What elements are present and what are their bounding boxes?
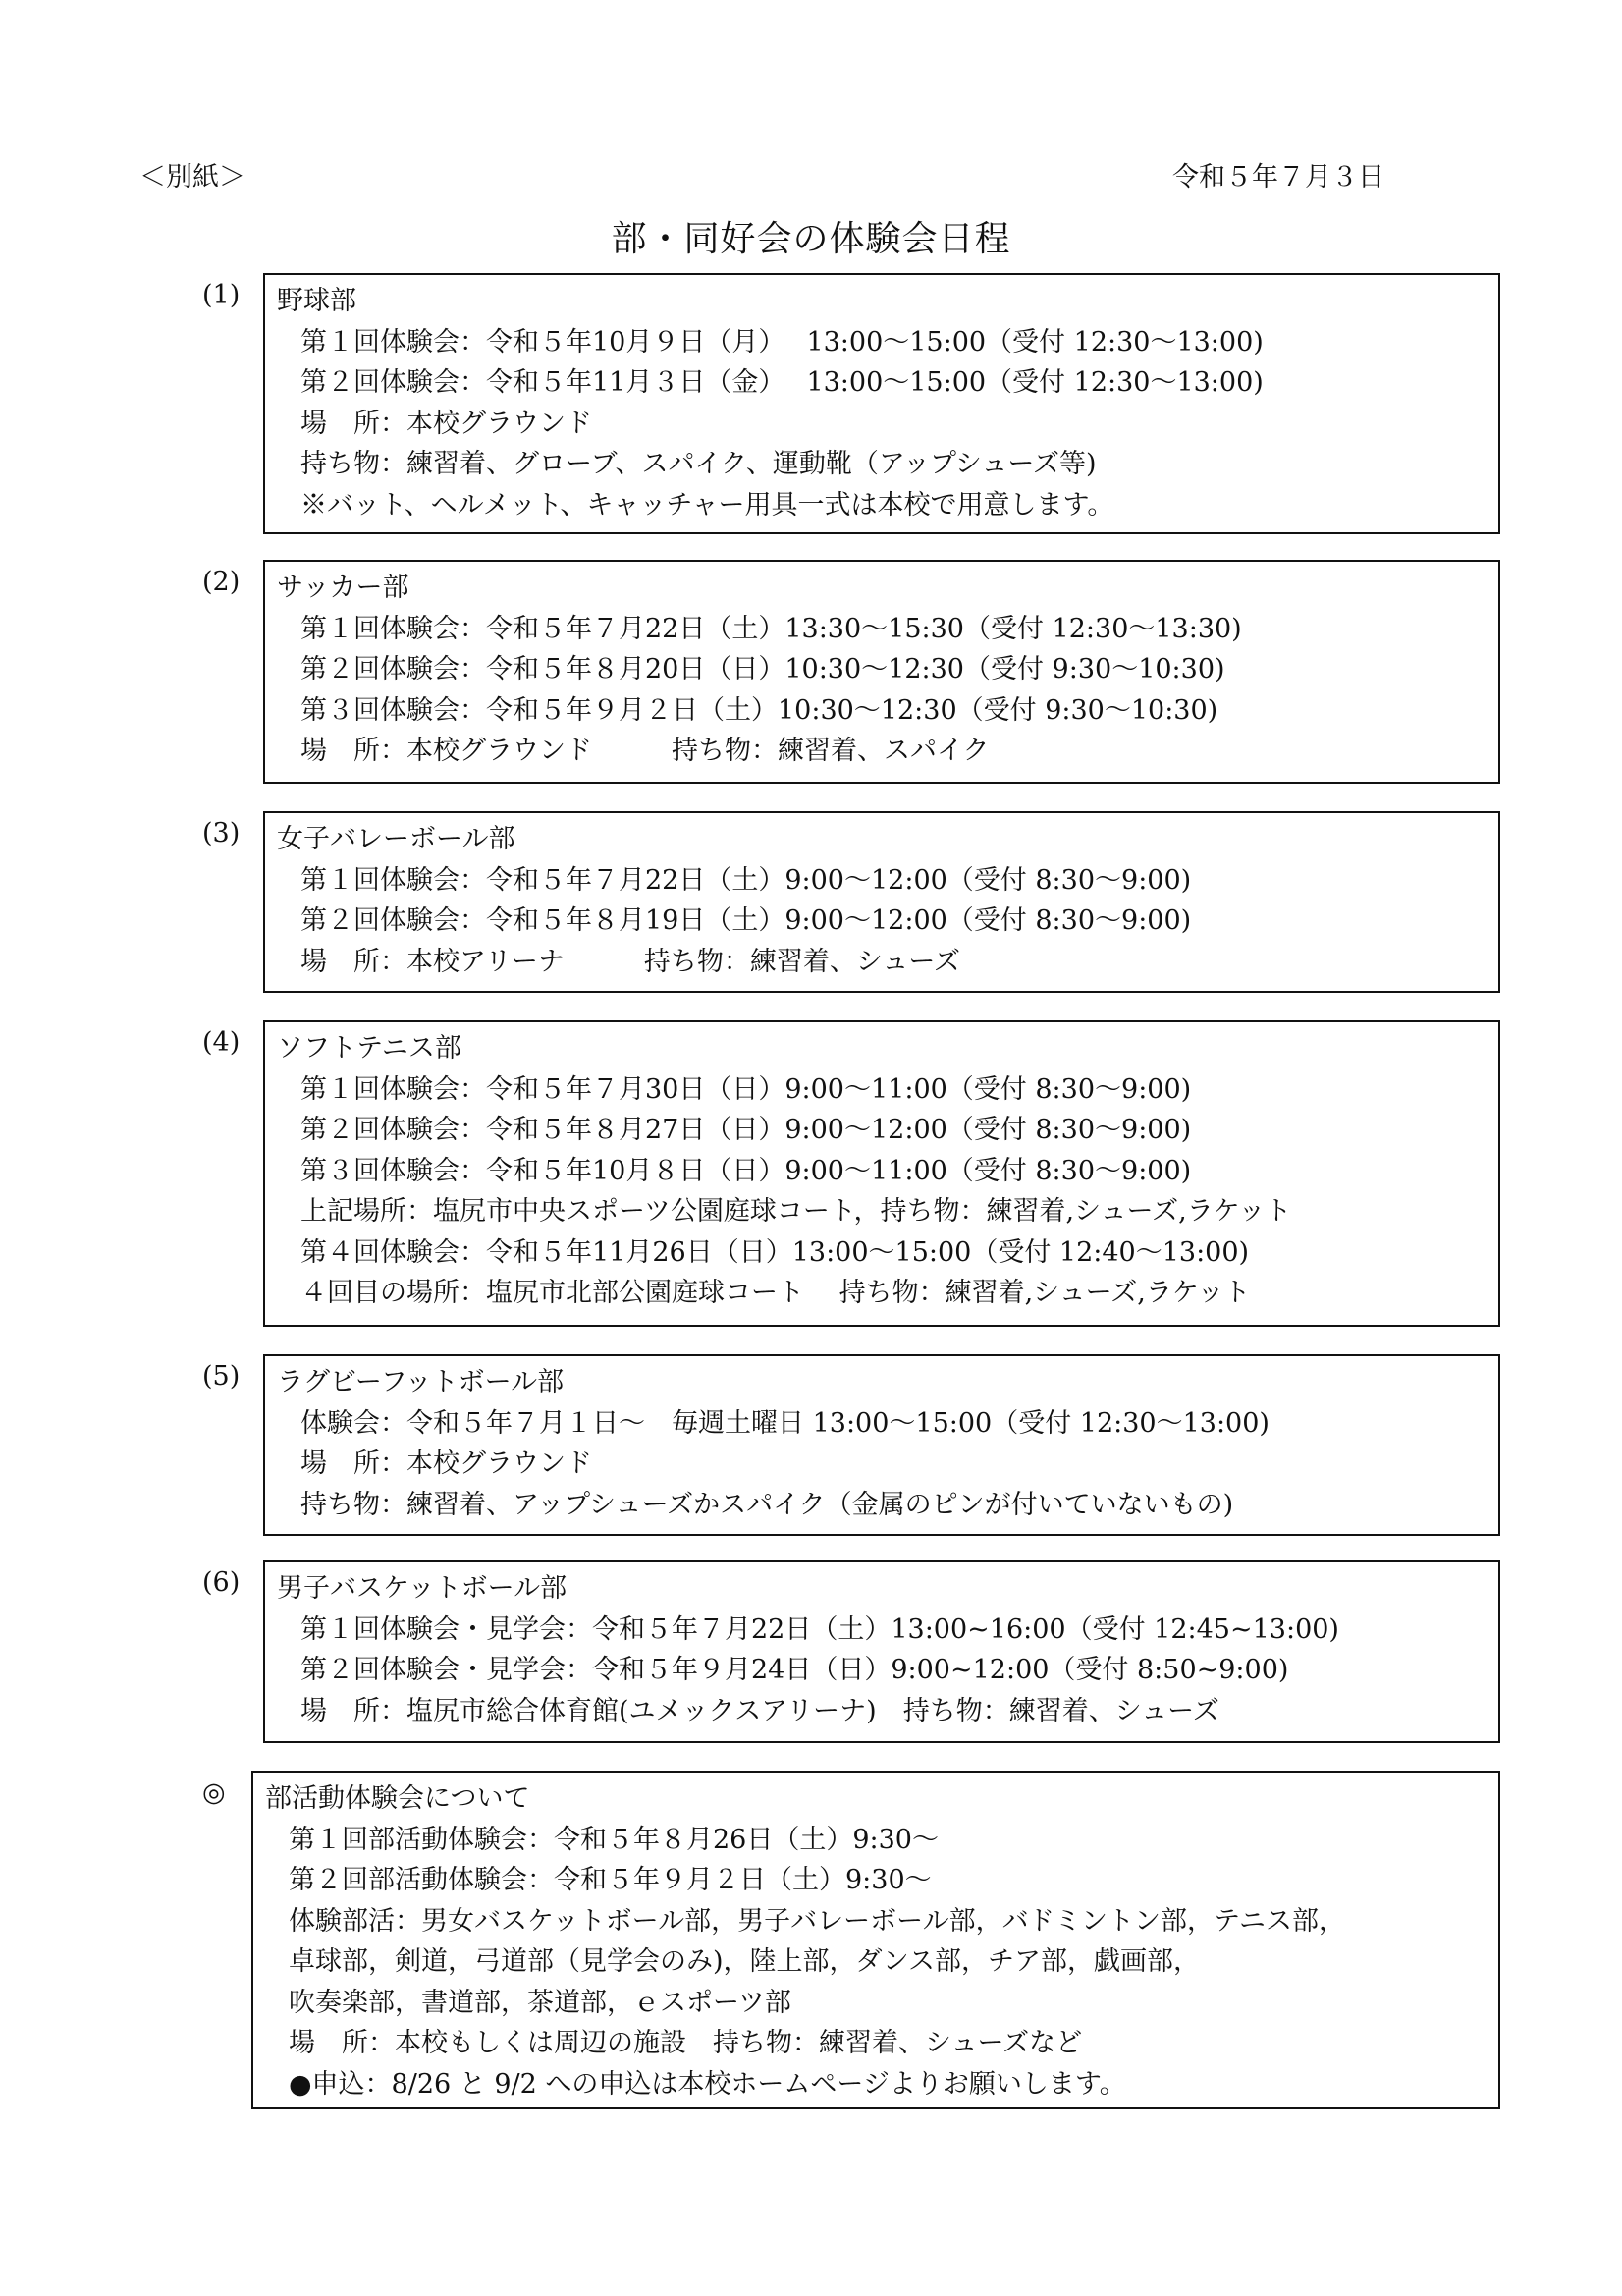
club-name: 部活動体験会について: [265, 1783, 530, 1814]
venue-line: 場 所：本校もしくは周辺の施設 持ち物：練習着、シューズなど: [289, 2028, 1083, 2058]
schedule-line: 第１回体験会・見学会：令和５年７月22日（土）13:00~16:00（受付 12:45~13:00): [300, 1613, 1339, 1645]
section-number: (2): [202, 567, 241, 597]
clubs-line: 体験部活：男女バスケットボール部，男子バレーボール部，バドミントン部，テニス部，: [289, 1905, 1345, 1937]
club-name: 女子バレーボール部: [277, 824, 515, 854]
section-boys-basketball: [263, 1560, 1500, 1743]
schedule-line: 第４回体験会：令和５年11月26日（日）13:00～15:00（受付 12:40～13:00): [300, 1236, 1250, 1268]
schedule-line: 第２回体験会・見学会：令和５年９月24日（日）9:00~12:00（受付 8:50~9:00): [300, 1655, 1289, 1685]
section-number: (4): [202, 1027, 241, 1058]
section-club-trial-info: [251, 1771, 1500, 2109]
schedule-line: 第１回体験会：令和５年10月９日（月） 13:00～15:00（受付 12:30～13:00): [300, 326, 1264, 357]
schedule-line: 第２回体験会：令和５年８月27日（日）9:00～12:00（受付 8:30～9:00): [300, 1115, 1192, 1145]
schedule-line: 第１回体験会：令和５年７月22日（土）13:30～15:30（受付 12:30～13:30): [300, 613, 1242, 644]
section-baseball: [263, 273, 1500, 534]
page-title: 部・同好会の体験会日程: [611, 219, 1011, 259]
items-line: 持ち物：練習着、グローブ、スパイク、運動靴（アップシューズ等): [300, 449, 1097, 479]
venue-line: 場 所：本校グラウンド 持ち物：練習着、スパイク: [300, 736, 990, 766]
club-name: ラグビーフットボール部: [277, 1367, 565, 1397]
schedule-line: 第２回体験会：令和５年８月20日（日）10:30～12:30（受付 9:30～10:30): [300, 654, 1225, 684]
clubs-line: 卓球部，剣道，弓道部（見学会のみ)，陸上部，ダンス部，チア部，戯画部，: [289, 1946, 1200, 1977]
schedule-line: 第１回部活動体験会：令和５年８月26日（土）9:30～: [289, 1824, 939, 1855]
section-number: (3): [202, 818, 241, 848]
schedule-line: 第３回体験会：令和５年９月２日（土）10:30～12:30（受付 9:30～10:30): [300, 694, 1218, 726]
schedule-line: 第１回体験会：令和５年７月30日（日）9:00～11:00（受付 8:30～9:00): [300, 1073, 1192, 1105]
venue-line: 場 所：本校グラウンド: [300, 1449, 592, 1479]
clubs-line: 吹奏楽部，書道部，茶道部，ｅスポーツ部: [289, 1987, 791, 2018]
section-number: (6): [202, 1567, 241, 1598]
club-name: 男子バスケットボール部: [277, 1573, 568, 1604]
section-marker: ◎: [202, 1777, 226, 1808]
club-name: ソフトテニス部: [277, 1033, 461, 1064]
venue-line: 場 所：本校アリーナ 持ち物：練習着、シューズ: [300, 946, 961, 977]
club-name: 野球部: [277, 286, 356, 316]
schedule-line: 体験会：令和５年７月１日～ 毎週土曜日 13:00～15:00（受付 12:30～13:00): [300, 1407, 1270, 1439]
section-soft-tennis: [263, 1020, 1500, 1327]
section-rugby: [263, 1354, 1500, 1536]
venue-line: 場 所：本校グラウンド: [300, 408, 592, 439]
section-number: (1): [202, 280, 241, 310]
schedule-line: 第２回部活動体験会：令和５年９月２日（土）9:30～: [289, 1865, 932, 1895]
section-girls-volleyball: [263, 811, 1500, 993]
schedule-line: 第３回体験会：令和５年10月８日（日）9:00～11:00（受付 8:30～9:00): [300, 1155, 1192, 1186]
attachment-label: ＜別紙＞: [139, 162, 245, 192]
schedule-line: 第２回体験会：令和５年11月３日（金） 13:00～15:00（受付 12:30～13:00): [300, 367, 1264, 398]
items-line: 持ち物：練習着、アップシューズかスパイク（金属のピンが付いていないもの): [300, 1489, 1234, 1520]
venue-line: 場 所：塩尻市総合体育館(ユメックスアリーナ) 持ち物：練習着、シューズ: [300, 1695, 1219, 1726]
club-name: サッカー部: [277, 573, 409, 603]
venue-line: 上記場所：塩尻市中央スポーツ公園庭球コート，持ち物：練習着,シューズ,ラケット: [300, 1196, 1292, 1227]
schedule-line: 第２回体験会：令和５年８月19日（土）9:00～12:00（受付 8:30～9:00): [300, 905, 1192, 936]
note-line: ※バット、ヘルメット、キャッチャー用具一式は本校で用意します。: [300, 489, 1114, 520]
schedule-line: 第１回体験会：令和５年７月22日（土）9:00～12:00（受付 8:30～9:00): [300, 864, 1192, 896]
section-soccer: [263, 560, 1500, 784]
document-date: 令和５年７月３日: [1172, 162, 1384, 192]
venue-line: ４回目の場所：塩尻市北部公園庭球コート 持ち物：練習着,シューズ,ラケット: [300, 1278, 1251, 1308]
application-note: ●申込：8/26 と 9/2 への申込は本校ホームページよりお願いします。: [289, 2068, 1126, 2100]
section-number: (5): [202, 1361, 241, 1392]
